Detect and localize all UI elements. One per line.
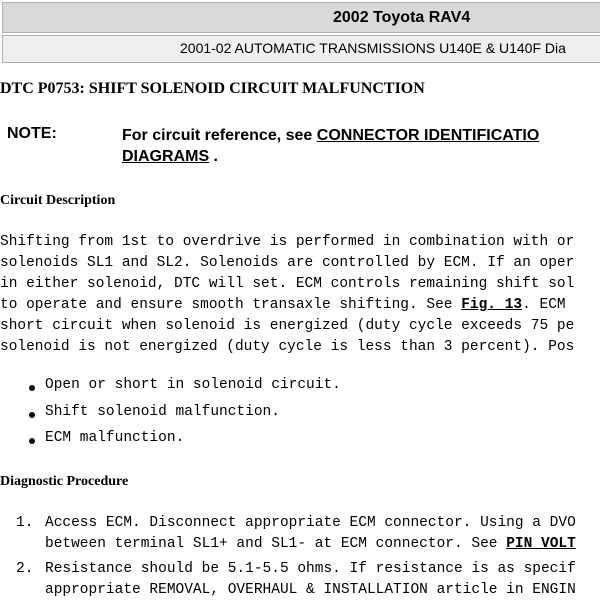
body-line: short circuit when solenoid is energized (duty cycle exceeds 75 pe <box>0 318 575 334</box>
diagrams-link[interactable]: DIAGRAMS <box>122 148 210 165</box>
list-item <box>0 513 576 555</box>
step-line: Resistance should be 5.1-5.5 ohms. If resistance is as specif <box>45 561 576 577</box>
body-line-prefix: to operate and ensure smooth transaxle shifting. See <box>0 297 462 313</box>
connector-identification-link[interactable]: CONNECTOR IDENTIFICATIO <box>316 127 540 144</box>
note-prefix: For circuit reference, see <box>122 127 317 144</box>
step-line <box>45 534 576 555</box>
body-line: Shifting from 1st to overdrive is performed in combination with or <box>0 234 575 250</box>
page-title: DTC P0753: SHIFT SOLENOID CIRCUIT MALFUNCTION <box>0 80 425 97</box>
fig-13-link[interactable]: Fig. 13 <box>461 297 523 313</box>
body-line: solenoids SL1 and SL2. Solenoids are controlled by ECM. If an oper <box>0 255 575 271</box>
header-title-bar <box>2 2 600 33</box>
bullet-icon <box>29 412 35 418</box>
note-text <box>122 125 600 167</box>
vehicle-title: 2002 Toyota RAV4 <box>333 9 471 26</box>
step-line-prefix: between terminal SL1+ and SL1- at ECM connector. See <box>45 536 507 552</box>
body-line-suffix: . ECM <box>522 297 566 313</box>
step-number: 1. <box>16 515 34 531</box>
list-item-text: Shift solenoid malfunction. <box>45 403 280 420</box>
note-label: NOTE: <box>7 125 57 142</box>
pin-voltage-link[interactable]: PIN VOLT <box>506 536 576 552</box>
body-line <box>0 295 574 316</box>
article-subtitle: 2001-02 AUTOMATIC TRANSMISSIONS U140E & U140F Dia <box>180 40 566 56</box>
body-line: in either solenoid, DTC will set. ECM controls remaining shift sol <box>0 276 575 292</box>
diagnostic-procedure-heading: Diagnostic Procedure <box>0 474 129 489</box>
circuit-description-text <box>0 232 574 358</box>
list-item <box>0 559 576 601</box>
list-item-text: Open or short in solenoid circuit. <box>45 377 341 393</box>
step-line: appropriate REMOVAL, OVERHAUL & INSTALLATION article in ENGIN <box>45 582 576 598</box>
body-line: solenoid is not energized (duty cycle is less than 3 percent). Pos <box>0 339 575 355</box>
diagnostic-steps-list <box>0 513 576 601</box>
list-item-text: ECM malfunction. <box>45 430 185 446</box>
bullet-icon <box>29 385 35 391</box>
step-line: Access ECM. Disconnect appropriate ECM connector. Using a DVO <box>45 515 576 531</box>
bullet-icon <box>29 438 35 444</box>
circuit-description-heading: Circuit Description <box>0 193 116 208</box>
note-suffix: . <box>209 148 218 165</box>
step-number: 2. <box>16 561 34 577</box>
